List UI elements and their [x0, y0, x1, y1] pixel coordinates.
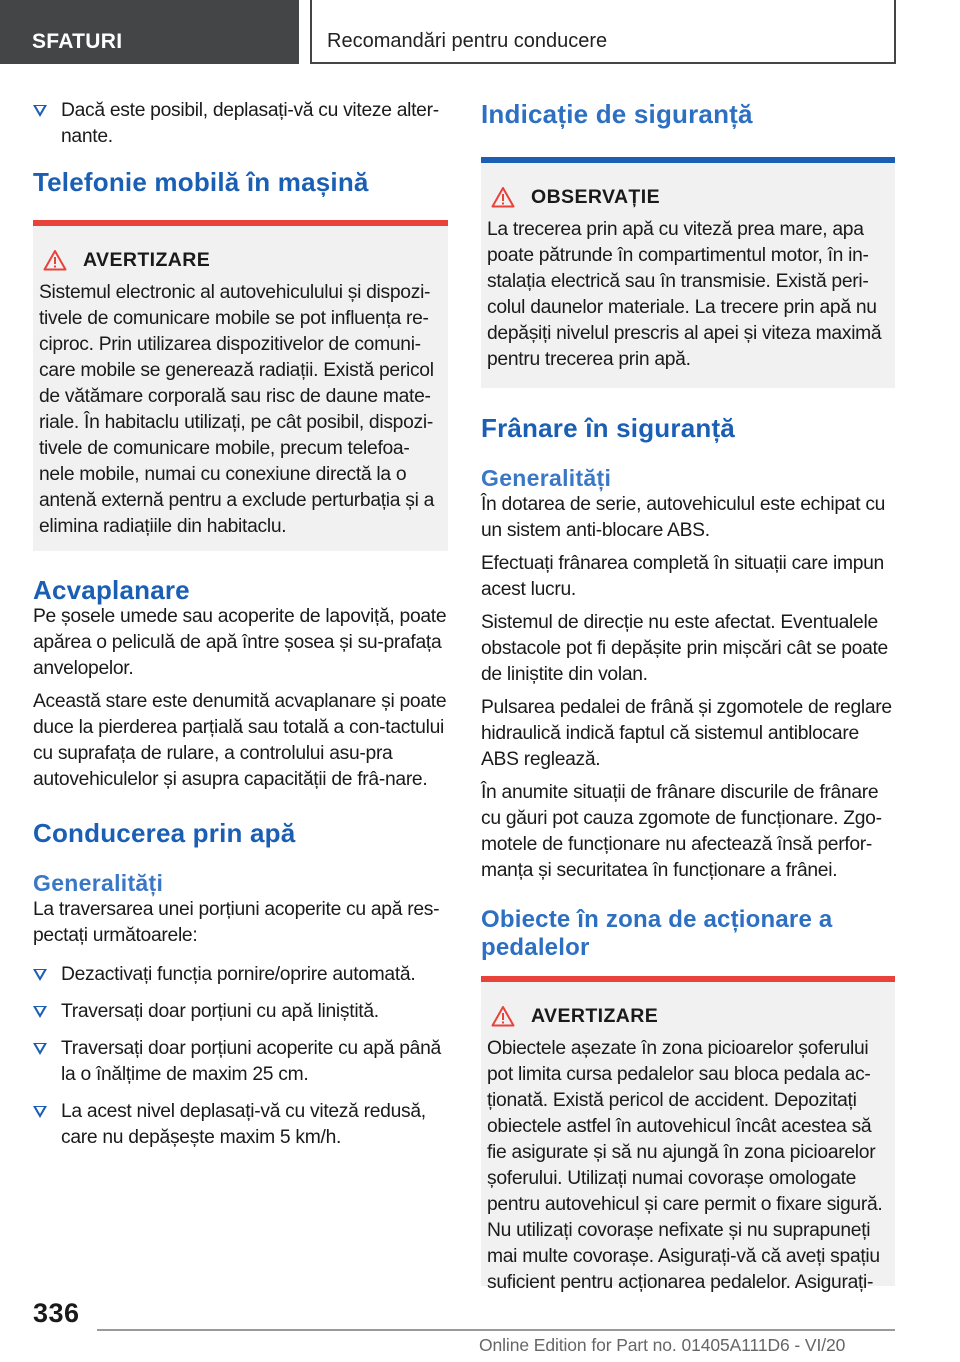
paragraph: Efectuați frânarea completă în situații care impun acest lucru. — [481, 553, 884, 600]
warning-text: Sistemul electronic al autovehiculului și dispozi-tivele de comunicare mobile se pot influența re-ciproc. Prin utilizarea dispozitivelor de comuni-care mobile se generează radiații. Există pericol de vătămare corporală sau risc de daune mate-riale. În habitaclu utilizați, pe cât posibil, dispozi-tivele de comunicare mobile, precum telefoa-nele mobile, numai cu conexiune directă la o antenă externă pentru a exclude perturbația și a elimina radiațiile din habitaclu. — [39, 282, 435, 537]
warning-box-pedals — [481, 976, 895, 1293]
left-column — [33, 98, 448, 1162]
warning-triangle-icon — [491, 1005, 515, 1027]
paragraph: La traversarea unei porțiuni acoperite cu apă res-pectați următoarele: — [33, 899, 440, 946]
subsection-heading: Generalități — [33, 870, 164, 896]
warning-header — [33, 226, 448, 274]
list-item: Dacă este posibil, deplasați-vă cu viteze alter-nante. — [33, 98, 448, 150]
section-heading-aquaplaning: Acvaplanare — [33, 575, 190, 605]
paragraph: Pulsarea pedalei de frână și zgomotele de reglare hidraulică indică faptul că sistemul antiblocare ABS reglează. — [481, 697, 892, 770]
triangle-bullet-icon — [33, 105, 47, 117]
triangle-bullet-icon — [33, 969, 47, 981]
chapter-title: Recomandări pentru conducere — [327, 30, 608, 52]
list-item: Traversați doar porțiuni acoperite cu apă până la o înălțime de maxim 25 cm. — [33, 1036, 448, 1088]
paragraph: Această stare este denumită acvaplanare și poate duce la pierderea parțială sau totală a con-tactului cu suprafața de rulare, a controlului asu-pra autovehiculelor și asupra capacității de frâ-nare. — [33, 691, 447, 790]
edition-note: Online Edition for Part no. 01405A111D6 - VI/20 — [479, 1335, 846, 1355]
note-box-water — [481, 157, 895, 388]
list-item: Dezactivați funcția pornire/oprire automată. — [33, 962, 448, 988]
water-list — [33, 962, 448, 1151]
note-label: OBSERVAȚIE — [531, 185, 660, 208]
warning-triangle-icon — [491, 186, 515, 208]
page-number: 336 — [33, 1298, 80, 1328]
note-header — [481, 163, 895, 211]
paragraph: În dotarea de serie, autovehiculul este echipat cu un sistem anti-blocare ABS. — [481, 494, 886, 541]
section-heading-braking: Frânare în siguranță — [481, 413, 735, 443]
warning-header — [481, 982, 895, 1030]
paragraph: Pe șosele umede sau acoperite de lapoviță, poate apărea o peliculă de apă între șosea și su-prafața anvelopelor. — [33, 606, 447, 679]
section-heading-water: Conducerea prin apă — [33, 818, 296, 848]
warning-label: AVERTIZARE — [531, 1004, 659, 1027]
section-heading-phone: Telefonie mobilă în mașină — [33, 167, 369, 197]
list-item: La acest nivel deplasați-vă cu viteză redusă, care nu depășește maxim 5 km/h. — [33, 1099, 448, 1151]
section-heading-pedals: Obiecte în zona de acționare a pedalelor — [481, 906, 833, 961]
section-tab — [0, 0, 299, 64]
section-heading-safety: Indicație de siguranță — [481, 99, 753, 129]
warning-text: Obiectele așezate în zona picioarelor șoferului pot limita cursa pedalelor sau bloca pedala ac-ționată. Există pericol de accident. Depozitați obiectele astfel în autovehicul încât acestea să fie asigurate și să nu ajungă în zona picioarelor șoferului. Utilizați numai covorașe omologate pentru autovehicul și care permit o fixare sigură. Nu utilizați covorașe nefixate și nu suprapuneți mai multe covorașe. Asigurați-vă că aveți spațiu suficient pentru acționarea pedalelor. Asigurați- — [487, 1038, 883, 1293]
triangle-bullet-icon — [33, 1106, 47, 1118]
triangle-bullet-icon — [33, 1043, 47, 1055]
paragraph: Sistemul de direcție nu este afectat. Eventualele obstacole pot fi depășite prin mișcări cât se poate de liniștite din volan. — [481, 612, 888, 685]
section-tab-label: SFATURI — [32, 30, 123, 53]
chapter-header — [310, 0, 896, 64]
triangle-bullet-icon — [33, 1006, 47, 1018]
warning-label: AVERTIZARE — [83, 248, 211, 271]
warning-box-phone — [33, 220, 448, 551]
note-text: La trecerea prin apă cu viteză prea mare, apa poate pătrunde în compartimentul motor, în in-stalația electrică sau în transmisie. Există peri-colul daunelor materiale. La trecere prin apă nu depășiți nivelul prescris al apei și viteza maximă pentru trecerea prin apă. — [487, 219, 882, 370]
warning-triangle-icon — [43, 249, 67, 271]
list-item: Traversați doar porțiuni cu apă liniștită. — [33, 999, 448, 1025]
footer-divider — [97, 1329, 895, 1331]
right-column — [481, 98, 895, 1293]
paragraph: În anumite situații de frânare discurile de frânare cu găuri pot cauza zgomote de funcționare. Zgo-motele de funcționare nu afectează însă perfor-manța și securitatea în funcționare a frânei. — [481, 782, 882, 881]
subsection-heading: Generalități — [481, 465, 612, 491]
intro-list — [33, 98, 448, 150]
